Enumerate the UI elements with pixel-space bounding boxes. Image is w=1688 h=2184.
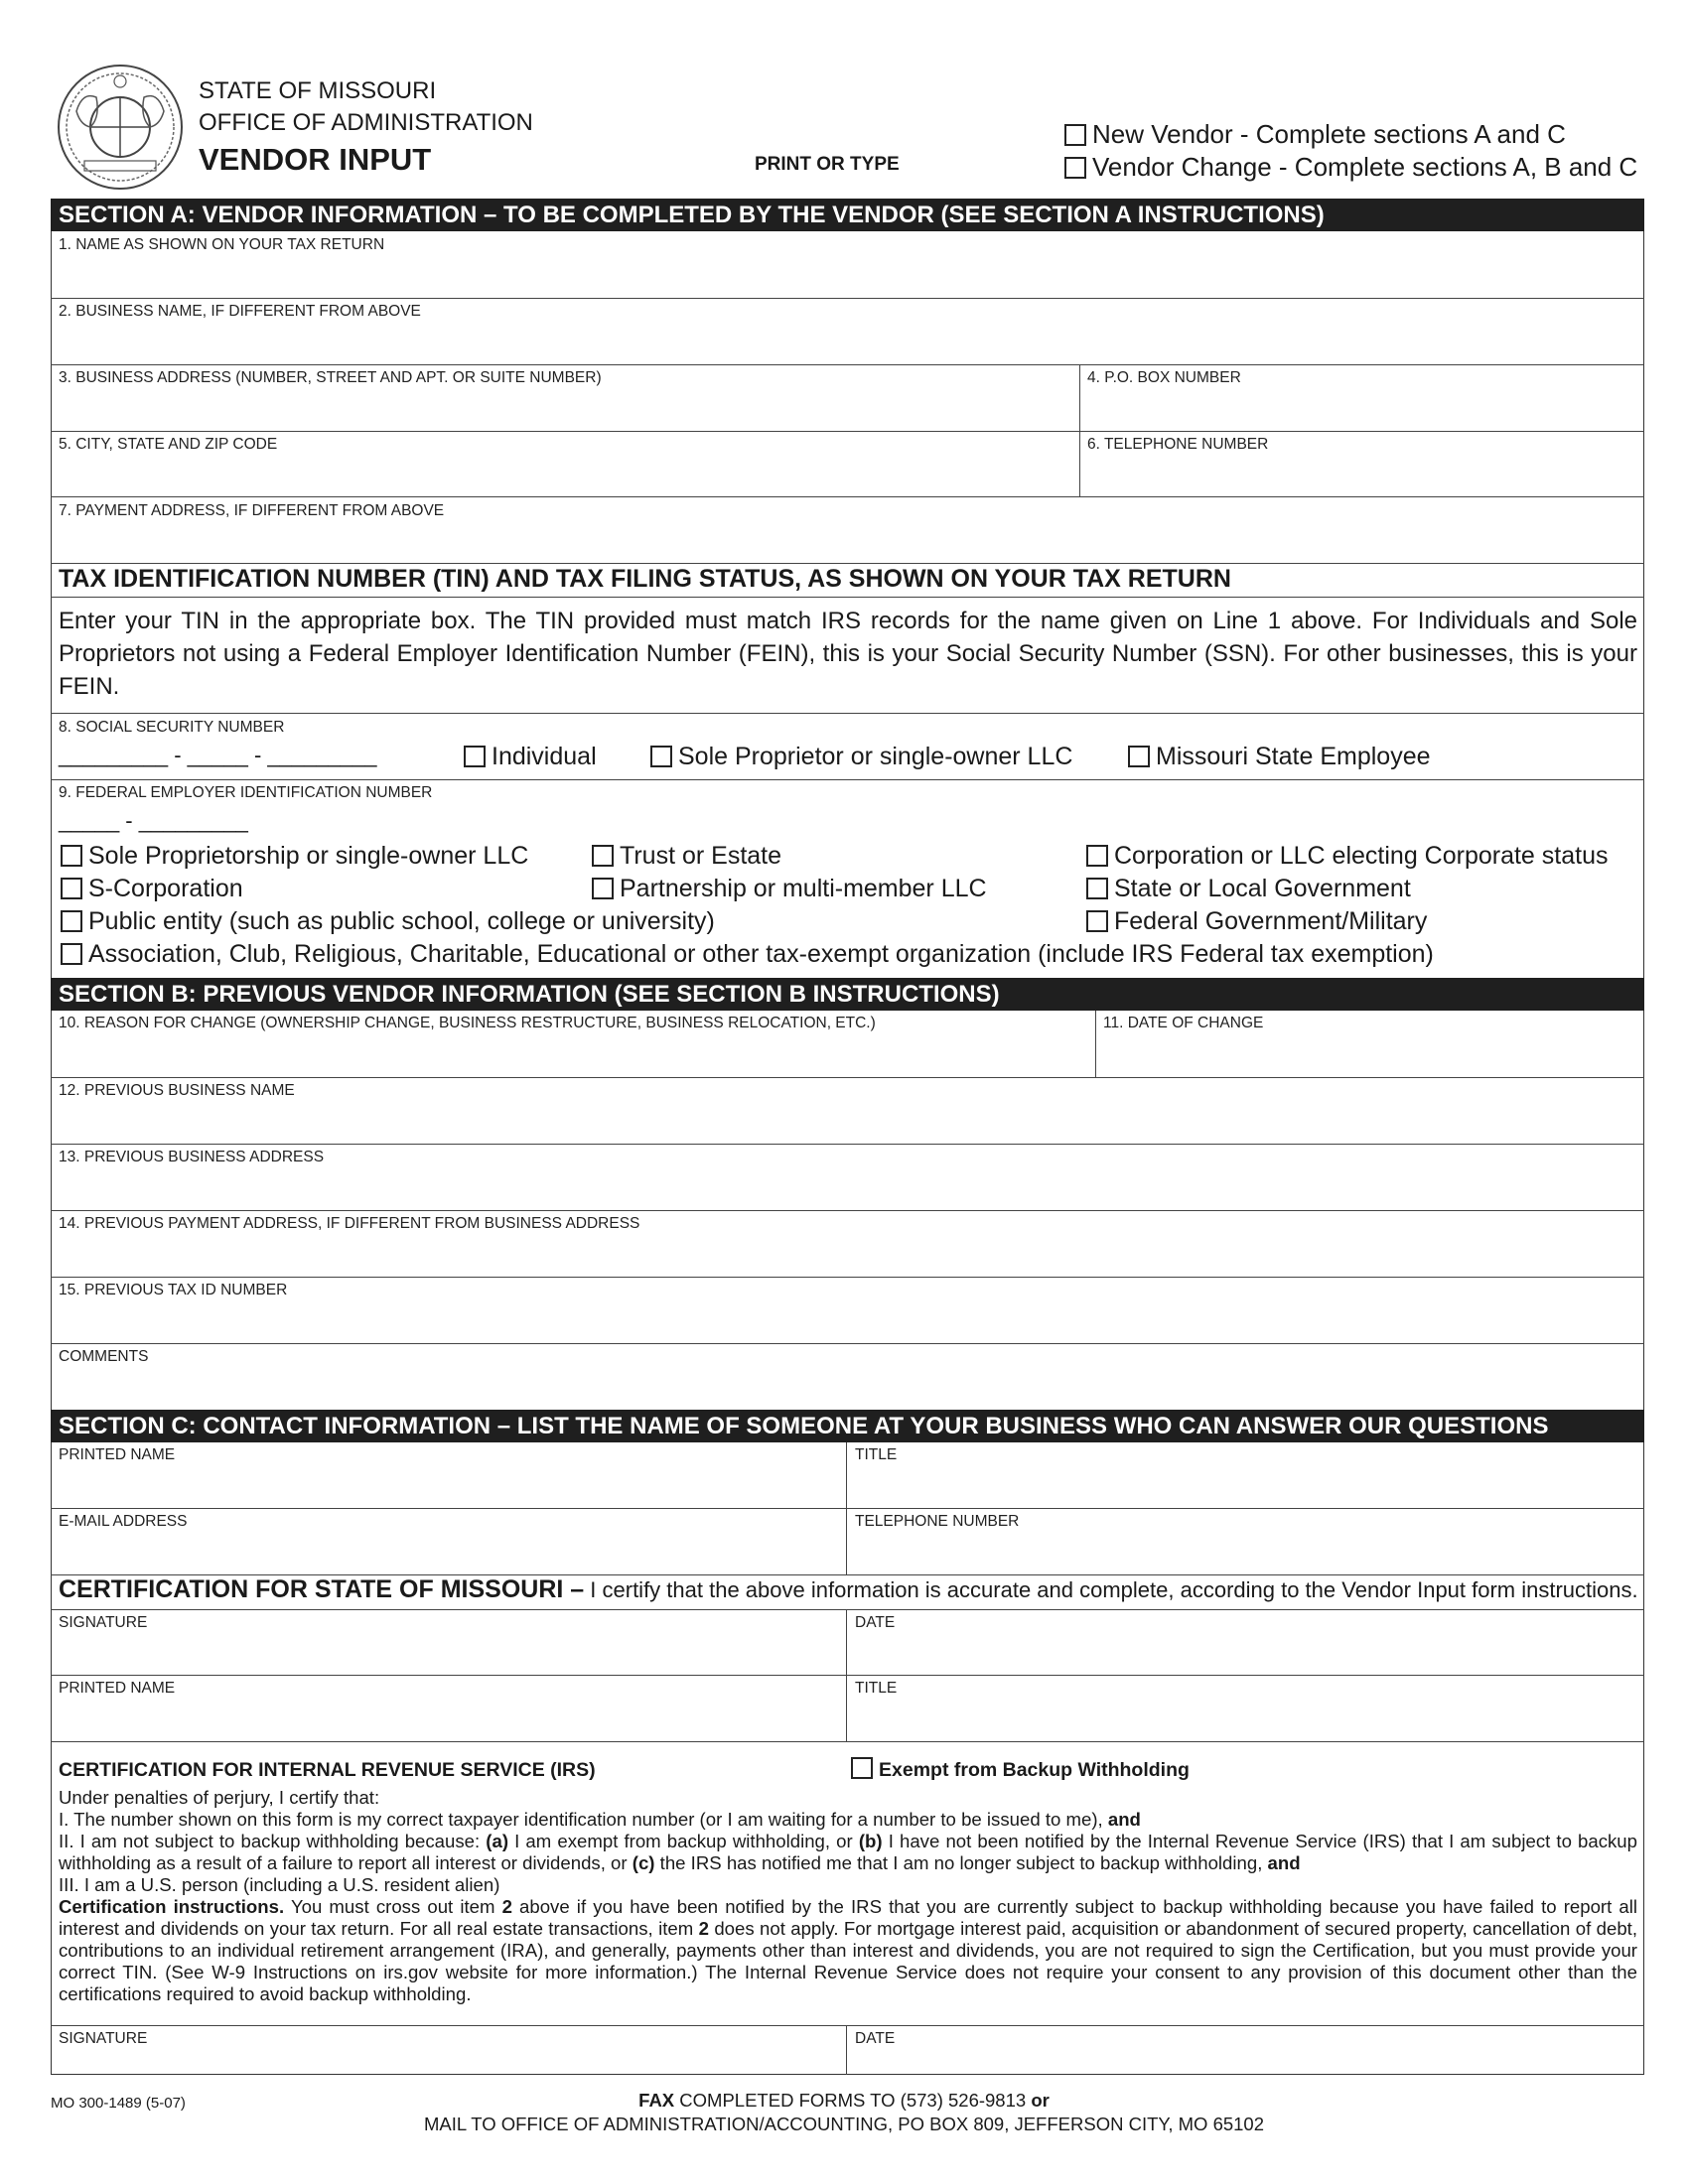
new-vendor-option[interactable] xyxy=(1064,119,1566,150)
text-bold: FAX xyxy=(638,2090,675,2111)
state-certification-text: I certify that the above information is accurate and complete, according to the Vendor Input form instructions. xyxy=(584,1577,1638,1602)
fax-line xyxy=(298,2089,1390,2113)
text: I. The number shown on this form is my correct taxpayer identification number (or I am waiting for a number to be issued to me), xyxy=(59,1809,1108,1830)
text-bold: or xyxy=(1031,2090,1050,2111)
field-10-label: 10. REASON FOR CHANGE (OWNERSHIP CHANGE, BUSINESS RESTRUCTURE, BUSINESS RELOCATION, ETC.) xyxy=(59,1015,876,1031)
fein-option-state-local[interactable] xyxy=(1086,875,1411,903)
text: You must cross out item xyxy=(284,1896,502,1917)
text-bold: 2 xyxy=(501,1896,512,1917)
divider xyxy=(51,1210,1644,1211)
field-15-label: 15. PREVIOUS TAX ID NUMBER xyxy=(59,1282,288,1298)
text-bold: and xyxy=(1107,1809,1141,1830)
new-vendor-label: New Vendor - Complete sections A and C xyxy=(1092,119,1566,149)
option-label: Federal Government/Military xyxy=(1114,907,1428,935)
checkbox[interactable] xyxy=(464,746,486,767)
fein-option-partnership[interactable] xyxy=(592,875,987,903)
checkbox[interactable] xyxy=(650,746,672,767)
field-7-label: 7. PAYMENT ADDRESS, IF DIFFERENT FROM ABOVE xyxy=(59,502,445,519)
field-11-label: 11. DATE OF CHANGE xyxy=(1103,1015,1264,1031)
option-label: Sole Proprietor or single-owner LLC xyxy=(678,743,1073,770)
state-certification-heading: CERTIFICATION FOR STATE OF MISSOURI – xyxy=(59,1575,585,1603)
option-label: Trust or Estate xyxy=(620,842,782,870)
field-12-label: 12. PREVIOUS BUSINESS NAME xyxy=(59,1082,295,1099)
fein-option-trust[interactable] xyxy=(592,842,781,871)
field-14-label: 14. PREVIOUS PAYMENT ADDRESS, IF DIFFERENT FROM BUSINESS ADDRESS xyxy=(59,1215,640,1232)
divider xyxy=(51,597,1644,598)
fein-option-public-entity[interactable] xyxy=(61,907,715,936)
state-printed-name-label: PRINTED NAME xyxy=(59,1680,176,1697)
checkbox[interactable] xyxy=(1128,746,1150,767)
field-3-label: 3. BUSINESS ADDRESS (NUMBER, STREET AND APT. OR SUITE NUMBER) xyxy=(59,369,602,386)
checkbox[interactable] xyxy=(1086,845,1108,867)
field-13-label: 13. PREVIOUS BUSINESS ADDRESS xyxy=(59,1149,325,1165)
form-code: MO 300-1489 (5-07) xyxy=(51,2095,186,2112)
ssn-option-state-employee[interactable] xyxy=(1128,743,1431,771)
tin-instructions: Enter your TIN in the appropriate box. The TIN provided must match IRS records for the name given on Line 1 above. For Individuals and Sole Proprietors not using a Federal Employer Identification Number (FEIN), this is your Social Security Number (SSN). For other businesses, this is your FEIN. xyxy=(59,608,1637,700)
irs-line-2 xyxy=(59,1831,1637,1874)
footer-instructions xyxy=(298,2089,1390,2136)
text: above if you have been notified by the IRS that you are currently subject to backup withholding because you have failed to report all interest and dividends on your tax return. For all real estate transactions, item xyxy=(59,1896,1637,1939)
fein-option-association[interactable] xyxy=(61,940,1434,969)
text-bold: Certification instructions. xyxy=(59,1896,285,1917)
section-c-heading: SECTION C: CONTACT INFORMATION – LIST THE NAME OF SOMEONE AT YOUR BUSINESS WHO CAN ANSWER OUR QUESTIONS xyxy=(51,1410,1644,1442)
irs-certification-text xyxy=(59,1787,1637,2005)
option-label: Individual xyxy=(492,743,597,770)
divider xyxy=(51,713,1644,714)
new-vendor-checkbox[interactable] xyxy=(1064,124,1086,146)
checkbox[interactable] xyxy=(61,910,82,932)
divider xyxy=(51,431,1644,432)
divider xyxy=(51,1741,1644,1742)
text: does not apply. For mortgage interest paid, acquisition or abandonment of secured property, cancellation of debt, contributions to an individual retirement arrangement (IRA), and generally, payments other than interest and dividends, you are not required to sign the Certification, but you must provide your correct TIN. (See W-9 Instructions on irs.gov website for more information.) The Internal Revenue Service does not require your consent to any provision of this document other than the certifications required to avoid backup withholding. xyxy=(59,1918,1637,2004)
print-or-type-label: PRINT OR TYPE xyxy=(755,154,900,175)
divider xyxy=(51,1609,1644,1610)
exempt-checkbox[interactable] xyxy=(851,1757,873,1779)
text-bold: (b) xyxy=(858,1831,883,1851)
column-divider xyxy=(846,2025,847,2075)
mail-line: MAIL TO OFFICE OF ADMINISTRATION/ACCOUNTING, PO BOX 809, JEFFERSON CITY, MO 65102 xyxy=(423,2114,1265,2134)
header-office: OFFICE OF ADMINISTRATION xyxy=(199,109,533,136)
text-bold: (c) xyxy=(632,1852,655,1873)
state-date-label: DATE xyxy=(855,1614,896,1631)
divider xyxy=(51,1077,1644,1078)
irs-line-1 xyxy=(59,1809,1637,1831)
fein-blank[interactable]: _____ - _________ xyxy=(59,808,248,833)
section-b-heading: SECTION B: PREVIOUS VENDOR INFORMATION (SEE SECTION B INSTRUCTIONS) xyxy=(51,978,1644,1011)
ssn-option-individual[interactable] xyxy=(464,743,597,771)
text: I have not been notified by the Internal Revenue Service (IRS) that I am subject to backup withholding as a result of a failure to report all interest or dividends, or xyxy=(59,1831,1637,1873)
option-label: Corporation or LLC electing Corporate status xyxy=(1114,842,1609,870)
divider xyxy=(51,1277,1644,1278)
column-divider xyxy=(1095,1011,1096,1077)
divider xyxy=(51,1675,1644,1676)
field-8-label: 8. SOCIAL SECURITY NUMBER xyxy=(59,719,285,736)
divider xyxy=(51,779,1644,780)
vendor-change-option[interactable] xyxy=(1064,152,1637,183)
field-1-label: 1. NAME AS SHOWN ON YOUR TAX RETURN xyxy=(59,236,385,253)
irs-line-3: III. I am a U.S. person (including a U.S. resident alien) xyxy=(59,1874,500,1895)
text-bold: and xyxy=(1267,1852,1301,1873)
ssn-blank[interactable]: _________ - _____ - _________ xyxy=(59,743,377,767)
checkbox[interactable] xyxy=(592,878,614,899)
text: COMPLETED FORMS TO (573) 526-9813 xyxy=(674,2090,1032,2111)
checkbox[interactable] xyxy=(61,845,82,867)
fein-option-federal[interactable] xyxy=(1086,907,1427,936)
option-label: S-Corporation xyxy=(88,875,243,902)
checkbox[interactable] xyxy=(592,845,614,867)
text: the IRS has notified me that I am no longer subject to backup withholding, xyxy=(654,1852,1268,1873)
field-5-label: 5. CITY, STATE AND ZIP CODE xyxy=(59,436,278,453)
state-title-label: TITLE xyxy=(855,1680,898,1697)
state-signature-label: SIGNATURE xyxy=(59,1614,148,1631)
divider xyxy=(51,298,1644,299)
vendor-change-checkbox[interactable] xyxy=(1064,157,1086,179)
divider xyxy=(51,563,1644,564)
field-4-label: 4. P.O. BOX NUMBER xyxy=(1087,369,1241,386)
option-label: Public entity (such as public school, college or university) xyxy=(88,907,715,935)
text-bold: 2 xyxy=(698,1918,709,1939)
contact-telephone-label: TELEPHONE NUMBER xyxy=(855,1513,1020,1530)
checkbox[interactable] xyxy=(1086,878,1108,899)
text: I am exempt from backup withholding, or xyxy=(508,1831,859,1851)
divider xyxy=(51,2025,1644,2026)
page-title: VENDOR INPUT xyxy=(199,142,432,177)
email-label: E-MAIL ADDRESS xyxy=(59,1513,188,1530)
divider xyxy=(51,1144,1644,1145)
state-certification xyxy=(59,1575,1638,1604)
contact-title-label: TITLE xyxy=(855,1446,898,1463)
divider xyxy=(51,496,1644,497)
irs-certification-heading: CERTIFICATION FOR INTERNAL REVENUE SERVICE (IRS) xyxy=(59,1759,596,1781)
field-2-label: 2. BUSINESS NAME, IF DIFFERENT FROM ABOVE xyxy=(59,303,421,320)
tin-heading: TAX IDENTIFICATION NUMBER (TIN) AND TAX FILING STATUS, AS SHOWN ON YOUR TAX RETURN xyxy=(59,565,1231,593)
field-9-label: 9. FEDERAL EMPLOYER IDENTIFICATION NUMBER xyxy=(59,784,433,801)
option-label: Association, Club, Religious, Charitable, Educational or other tax-exempt organization (include IRS Federal tax exemption) xyxy=(88,940,1434,968)
irs-signature-label: SIGNATURE xyxy=(59,2030,148,2047)
missouri-state-seal xyxy=(55,62,186,193)
text-bold: (a) xyxy=(486,1831,509,1851)
comments-label: COMMENTS xyxy=(59,1348,149,1365)
option-label: State or Local Government xyxy=(1114,875,1411,902)
certification-instructions xyxy=(59,1896,1637,2005)
section-a-heading: SECTION A: VENDOR INFORMATION – TO BE COMPLETED BY THE VENDOR (SEE SECTION A INSTRUCTIONS) xyxy=(51,199,1644,231)
irs-date-label: DATE xyxy=(855,2030,896,2047)
exempt-label: Exempt from Backup Withholding xyxy=(879,1759,1190,1781)
checkbox[interactable] xyxy=(61,878,82,899)
option-label: Partnership or multi-member LLC xyxy=(620,875,987,902)
ssn-option-sole-proprietor[interactable] xyxy=(650,743,1072,771)
divider xyxy=(51,1508,1644,1509)
header-state: STATE OF MISSOURI xyxy=(199,77,437,104)
option-label: Sole Proprietorship or single-owner LLC xyxy=(88,842,529,870)
divider xyxy=(51,364,1644,365)
vendor-change-label: Vendor Change - Complete sections A, B and C xyxy=(1092,152,1638,182)
fein-option-corporation[interactable] xyxy=(1086,842,1609,871)
text: II. I am not subject to backup withholding because: xyxy=(59,1831,487,1851)
field-6-label: 6. TELEPHONE NUMBER xyxy=(1087,436,1269,453)
fein-option-s-corporation[interactable] xyxy=(61,875,243,903)
divider xyxy=(51,1343,1644,1344)
checkbox[interactable] xyxy=(1086,910,1108,932)
irs-line-intro: Under penalties of perjury, I certify that: xyxy=(59,1787,380,1808)
exempt-backup-withholding-option[interactable] xyxy=(851,1757,1190,1782)
fein-option-sole-proprietorship[interactable] xyxy=(61,842,528,871)
checkbox[interactable] xyxy=(61,943,82,965)
contact-printed-name-label: PRINTED NAME xyxy=(59,1446,176,1463)
option-label: Missouri State Employee xyxy=(1156,743,1431,770)
